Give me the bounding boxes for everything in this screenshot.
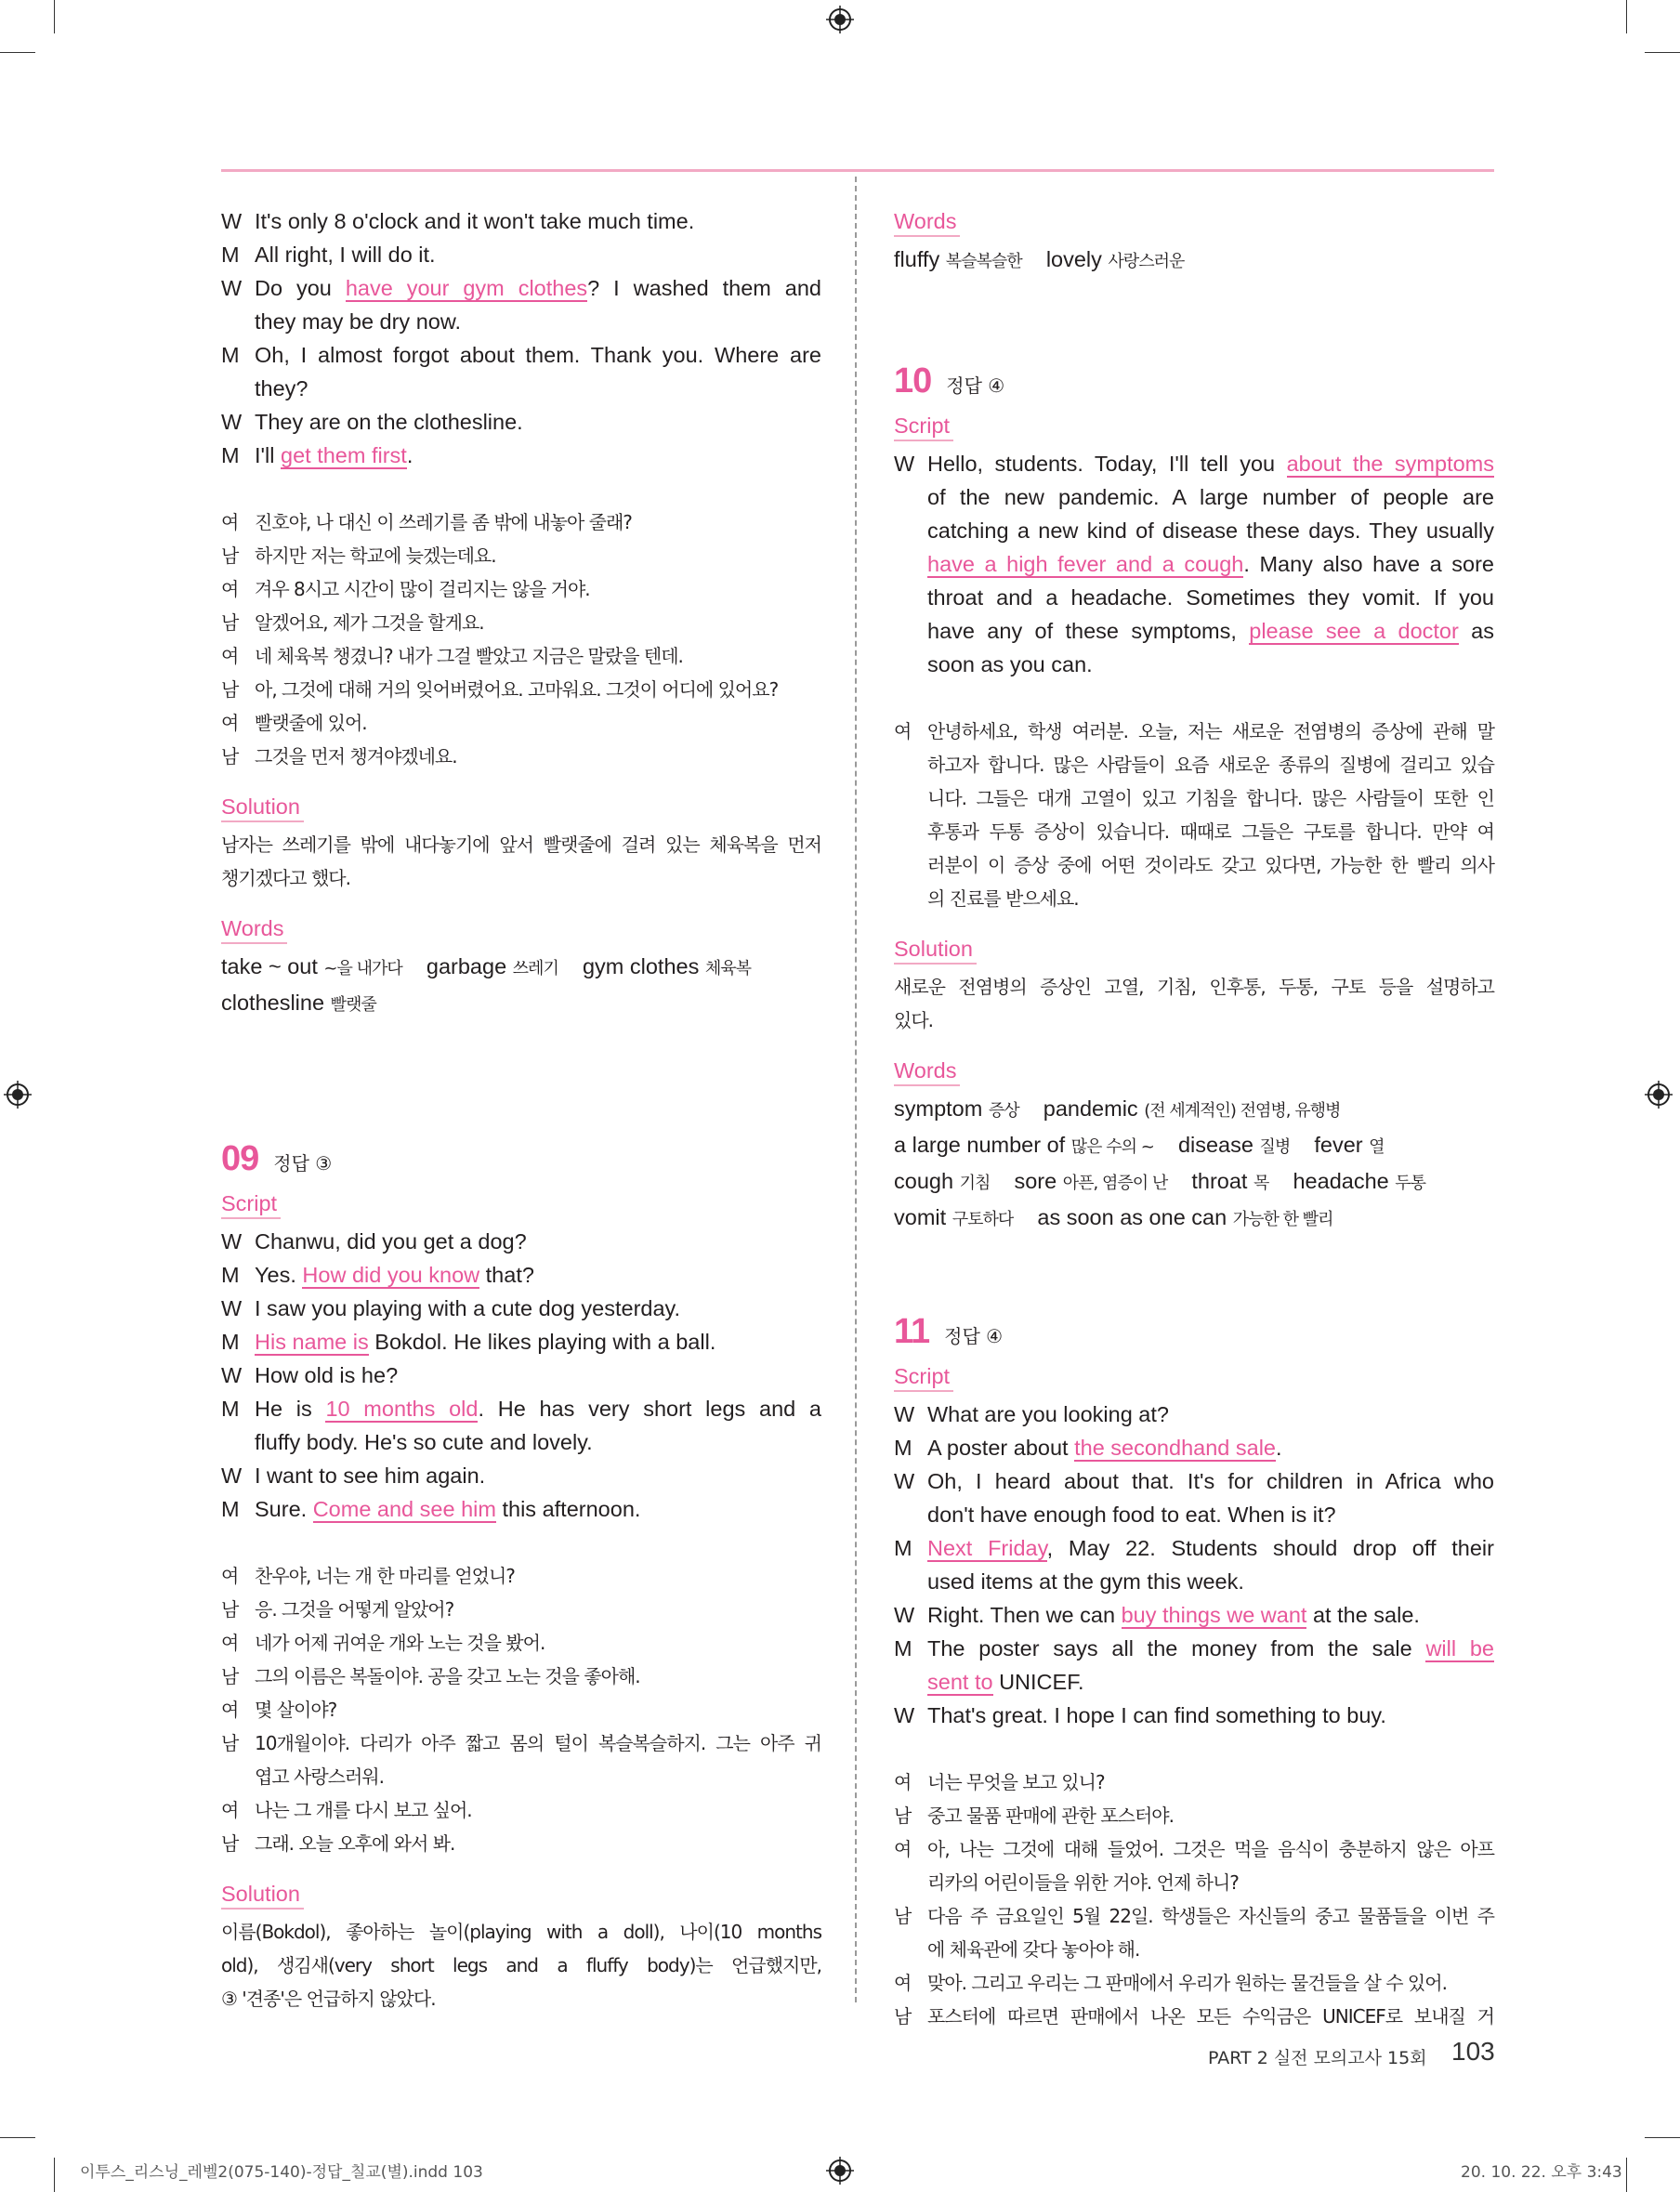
section-label-script: Script [221, 1189, 281, 1219]
script-line-cont: soon as you can. [927, 652, 1093, 676]
translation-line: 여 너는 무엇을 보고 있니? [894, 1771, 1105, 1793]
words-q10 [894, 1092, 1494, 1237]
crop-mark [1645, 52, 1680, 53]
script-line: M I'll get them first. [221, 443, 413, 467]
translation-line: 남 그것을 먼저 챙겨야겠네요. [221, 745, 457, 768]
translation-line: 남 아, 그것에 대해 거의 잊어버렸어요. 고마워요. 그것이 어디에 있어요? [221, 678, 779, 701]
blank-answer: will be [1425, 1636, 1494, 1660]
script-line-cont: don't have enough food to eat. When is it? [927, 1503, 1336, 1527]
blank-answer: Next Friday [927, 1536, 1047, 1560]
question-number: 11 [894, 1312, 930, 1351]
blank-answer: about the symptoms [1286, 452, 1494, 476]
blank-answer: please see a doctor [1249, 619, 1459, 643]
translation-line: 여 빨랫줄에 있어. [221, 712, 367, 734]
script-line: W I want to see him again. [221, 1464, 486, 1488]
translation-line: 여 네가 어제 귀여운 개와 노는 것을 봤어. [221, 1632, 545, 1654]
translation-line: 여 맞아. 그리고 우리는 그 판매에서 우리가 원하는 물건들을 살 수 있어. [894, 1972, 1447, 1994]
translation-line-cont: 엽고 사랑스러워. [255, 1765, 384, 1788]
script-line: M A poster about the secondhand sale. [894, 1436, 1282, 1460]
running-footer: PART 2 실전 모의고사 15회 [1208, 2048, 1427, 2068]
answer-key: 정답 ③ [273, 1152, 333, 1175]
crop-mark [54, 0, 55, 33]
words-q8 [221, 950, 821, 1022]
translation-line: 여 찬우야, 너는 개 한 마리를 얻었니? [221, 1565, 515, 1587]
solution-q10: 새로운 전염병의 증상인 고열, 기침, 인후통, 두통, 구토 등을 설명하고 있다. [894, 976, 1494, 1031]
blank-answer: have your gym clothes [345, 276, 588, 300]
blank-answer: How did you know [302, 1263, 480, 1287]
script-q10 [894, 447, 1494, 681]
section-label-words: Words [894, 207, 960, 237]
crop-mark [0, 2137, 35, 2138]
translation-line-cont: 에 체육관에 갖다 놓아야 해. [927, 1938, 1140, 1961]
crop-mark [54, 2158, 55, 2192]
script-q11 [894, 1398, 1494, 1732]
script-line-cont: have a high fever and a cough. Many also have a sore [927, 552, 1494, 576]
question-number: 09 [221, 1139, 259, 1178]
words-line: vomit 구토하다 as soon as one can 가능한 한 빨리 [894, 1205, 1333, 1229]
question-number: 10 [894, 361, 932, 400]
translation-line: 남 알겠어요, 제가 그것을 할게요. [221, 611, 484, 634]
section-label-script: Script [894, 412, 953, 441]
translation-line: 여 네 체육복 챙겼니? 내가 그걸 빨았고 지금은 말랐을 텐데. [221, 645, 683, 667]
section-label-solution: Solution [221, 1880, 304, 1910]
solution-q9: 이름(Bokdol), 좋아하는 놀이(playing with a doll), 나이(10 months old), 생김새(very short legs and a fluffy body)는 언급했지만, ③ '견종'은 언급하지 않았다. [221, 1921, 821, 2010]
translation-line: 남 다음 주 금요일인 5월 22일. 학생들은 자신들의 중고 물품들을 이번 주 [894, 1905, 1494, 1927]
blank-answer: buy things we want [1121, 1603, 1307, 1627]
script-line-cont: of the new pandemic. A large number of people are [927, 485, 1494, 509]
question-header-10 [894, 353, 1494, 409]
script-line: W They are on the clothesline. [221, 410, 523, 434]
registration-mark-icon [4, 1081, 32, 1109]
translation-line: 여 몇 살이야? [221, 1699, 337, 1721]
question-header-09 [221, 1131, 821, 1187]
script-line: M He is 10 months old. He has very short legs and a [221, 1397, 821, 1421]
translation-line: 남 응. 그것을 어떻게 알았어? [221, 1598, 454, 1621]
translation-line: 남 그래. 오늘 오후에 와서 봐. [221, 1832, 455, 1855]
section-label-words: Words [221, 914, 287, 944]
translation-line: 남 중고 물품 판매에 관한 포스터야. [894, 1805, 1174, 1827]
left-column [221, 204, 821, 2015]
crop-mark [1645, 2137, 1680, 2138]
script-line: M All right, I will do it. [221, 243, 436, 267]
page-number: 103 [1451, 2037, 1495, 2066]
words-line: symptom 증상 pandemic (전 세계적인) 전염병, 유행병 [894, 1096, 1341, 1121]
crop-mark [0, 52, 35, 53]
translation-line: 남 포스터에 따르면 판매에서 나온 모든 수익금은 UNICEF로 보내질 거 [894, 2005, 1494, 2028]
blank-answer: Come and see him [312, 1497, 496, 1521]
script-line-cont: fluffy body. He's so cute and lovely. [255, 1430, 593, 1454]
script-line: M The poster says all the money from the sale will be [894, 1636, 1494, 1660]
script-line: M His name is Bokdol. He likes playing with a ball. [221, 1330, 716, 1354]
script-line: M Next Friday, May 22. Students should drop off their [894, 1536, 1494, 1560]
script-q9 [221, 1225, 821, 1526]
column-divider [855, 177, 857, 2002]
registration-mark-icon [826, 6, 854, 33]
answer-key: 정답 ④ [944, 1325, 1004, 1347]
translation-line: 여 진호야, 나 대신 이 쓰레기를 좀 밖에 내놓아 줄래? [221, 511, 632, 533]
blank-answer: have a high fever and a cough [927, 552, 1244, 576]
translation-q10: 여 안녕하세요, 학생 여러분. 오늘, 저는 새로운 전염병의 증상에 관해 말 하고자 합니다. 많은 사람들이 요즘 새로운 종류의 질병에 걸리고 있습 니다. 그들은 대개 고열이 있고 기침을 합니다. 많은 사람들이 또한 인 후통과 두통 증상이 있습니다. 때때로 그들은 구토를 합니다. 만약 여 러분이 이 증상 중에 어떤 것이라도 갖고 있다면, 가능한 한 빨리 의사 의 진료를 받으세요. [894, 715, 1494, 915]
print-slug-file: 이투스_리스닝_레벨2(075-140)-정답_칠교(별).indd 103 [80, 2163, 483, 2182]
translation-q9 [221, 1559, 821, 1860]
registration-mark-icon [826, 2157, 854, 2185]
script-line: W What are you looking at? [894, 1402, 1169, 1426]
script-line: W I saw you playing with a cute dog yesterday. [221, 1296, 681, 1320]
right-column [894, 204, 1494, 2033]
words-q9: fluffy 복슬복슬한 lovely 사랑스러운 [894, 247, 1185, 271]
script-line-cont: used items at the gym this week. [927, 1569, 1244, 1594]
translation-q8 [221, 505, 821, 773]
script-line: W Oh, I heard about that. It's for children in Africa who [894, 1469, 1494, 1493]
words-line: cough 기침 sore 아픈, 염증이 난 throat 목 headache 두통 [894, 1169, 1426, 1193]
script-line: W That's great. I hope I can find something to buy. [894, 1703, 1386, 1727]
translation-line-cont: 리카의 어린이들을 위한 거야. 언제 하니? [927, 1871, 1239, 1894]
script-line-cont: they may be dry now. [255, 309, 462, 334]
script-line-cont: sent to UNICEF. [927, 1670, 1084, 1694]
script-line-cont: catching a new kind of disease these days. They usually [927, 518, 1494, 543]
blank-answer: 10 months old [325, 1397, 479, 1421]
script-q8-continued [221, 204, 821, 472]
translation-line: 여 나는 그 개를 다시 보고 싶어. [221, 1799, 472, 1821]
answer-key: 정답 ④ [946, 374, 1005, 397]
script-line: W Hello, students. Today, I'll tell you about the symptoms [894, 452, 1494, 476]
script-line: W It's only 8 o'clock and it won't take much time. [221, 209, 695, 233]
script-line: W Right. Then we can buy things we want at the sale. [894, 1603, 1420, 1627]
crop-mark [1626, 0, 1627, 33]
translation-line: 여 겨우 8시고 시간이 많이 걸리지는 않을 거야. [221, 578, 590, 600]
script-line-cont: they? [255, 376, 308, 400]
script-line: M Oh, I almost forgot about them. Thank you. Where are [221, 343, 821, 367]
translation-q11 [894, 1765, 1494, 2033]
script-line: W Chanwu, did you get a dog? [221, 1229, 527, 1254]
header-rule [221, 169, 1494, 172]
registration-mark-icon [1645, 1081, 1673, 1109]
section-label-script: Script [894, 1362, 953, 1392]
script-line-cont: throat and a headache. Sometimes they vomit. If you [927, 585, 1494, 610]
section-label-solution: Solution [221, 793, 304, 822]
script-line-cont: have any of these symptoms, please see a doctor as [927, 619, 1494, 643]
script-line: W How old is he? [221, 1363, 399, 1387]
blank-answer: sent to [927, 1670, 993, 1694]
solution-q8: 남자는 쓰레기를 밖에 내다놓기에 앞서 빨랫줄에 걸려 있는 체육복을 먼저 챙기겠다고 했다. [221, 833, 821, 889]
translation-line: 남 하지만 저는 학교에 늦겠는데요. [221, 545, 496, 567]
translation-line: 남 10개월이야. 다리가 아주 짧고 몸의 털이 복슬복슬하지. 그는 아주 귀 [221, 1732, 821, 1754]
words-line: take ~ out ~을 내가다 garbage 쓰레기 gym clothes 체육복 [221, 954, 752, 978]
script-line: M Yes. How did you know that? [221, 1263, 534, 1287]
blank-answer: His name is [255, 1330, 369, 1354]
blank-answer: the secondhand sale [1074, 1436, 1276, 1460]
question-header-11 [894, 1304, 1494, 1359]
section-label-words: Words [894, 1057, 960, 1086]
script-line: W Do you have your gym clothes? I washed them and [221, 276, 821, 300]
words-line: a large number of 많은 수의 ~ disease 질병 fever 열 [894, 1133, 1385, 1157]
script-line: M Sure. Come and see him this afternoon. [221, 1497, 641, 1521]
section-label-solution: Solution [894, 935, 977, 965]
translation-line: 여 아, 나는 그것에 대해 들었어. 그것은 먹을 음식이 충분하지 않은 아프 [894, 1838, 1494, 1860]
print-slug-date: 20. 10. 22. 오후 3:43 [1461, 2163, 1622, 2182]
crop-mark [1626, 2158, 1627, 2192]
translation-line: 남 그의 이름은 복돌이야. 공을 갖고 노는 것을 좋아해. [221, 1665, 640, 1687]
words-line: clothesline 빨랫줄 [221, 991, 376, 1015]
blank-answer: get them first [281, 443, 407, 467]
translation-line: 여 안녕하세요, 학생 여러분. 오늘, 저는 새로운 전염병의 증상에 관해 말 [894, 720, 1494, 742]
